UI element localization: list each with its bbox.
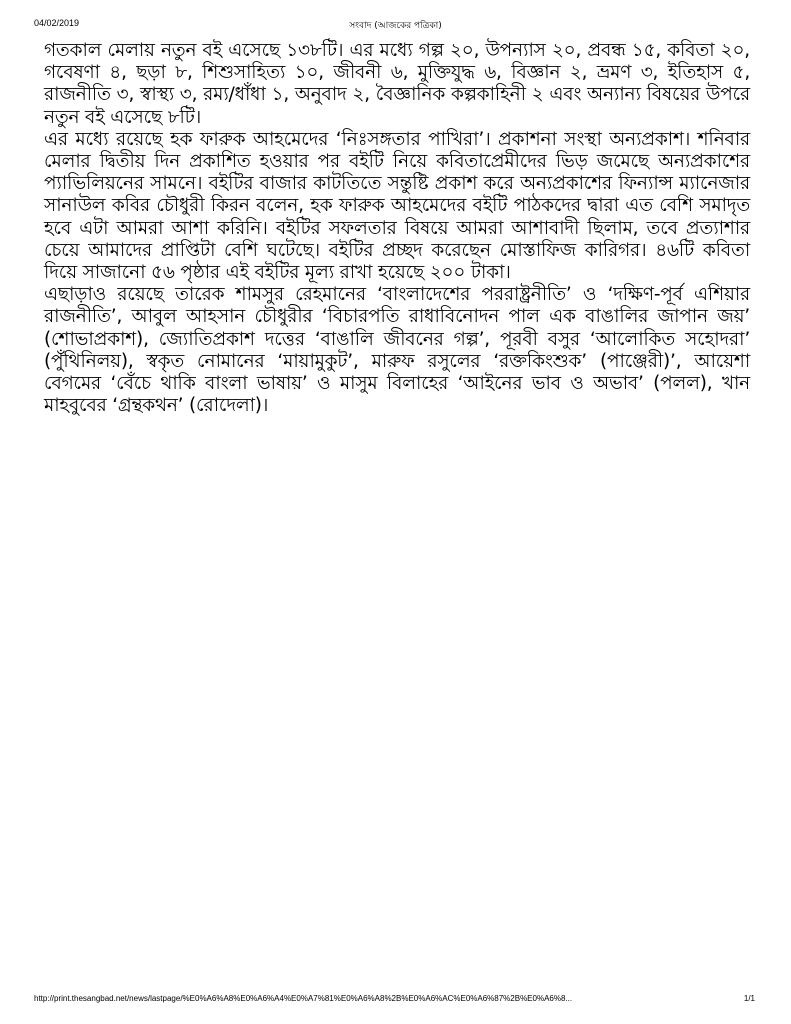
article-paragraph: এছাড়াও রয়েছে তারেক শামসুর রেহমানের ‘বাংলাদেশের পররাষ্ট্রনীতি’ ও ‘দক্ষিণ-পূর্ব এশিয়ার রাজনীতি’, আবুল আহসান চৌধুরীর ‘বিচারপতি রাধাবিনোদন পাল এক বাঙালির জাপান জয়’ (শোভাপ্রকাশ), জ্যোতিপ্রকাশ দত্তের ‘বাঙালি জীবনের গল্প’, পূরবী বসুর ‘আলোকিত সহোদরা’ (পুঁথিনিলয়), স্বকৃত নোমানের ‘মায়ামুকুট’, মারুফ রসুলের ‘রক্তকিংশুক’ (পাঞ্জেরী)’, আয়েশা বেগমের ‘বেঁচে থাকি বাংলা ভাষায়’ ও মাসুম বিলাহের ‘আইনের ভাব ও অভাব’ (পলল), খান মাহবুবের ‘গ্রন্থকথন’ (রোদেলা)। — [44, 284, 750, 417]
article-paragraph: গতকাল মেলায় নতুন বই এসেছে ১৩৮টি। এর মধ্যে গল্প ২০, উপন্যাস ২০, প্রবন্ধ ১৫, কবিতা ২০, গবেষণা ৪, ছড়া ৮, শিশুসাহিত্য ১০, জীবনী ৬, মুক্তিযুদ্ধ ৬, বিজ্ঞান ২, ভ্রমণ ৩, ইতিহাস ৫, রাজনীতি ৩, স্বাস্থ্য ৩, রম্য/ধাঁধা ১, অনুবাদ ২, বৈজ্ঞানিক কল্পকাহিনী ২ এবং অন্যান্য বিষয়ের উপরে নতুন বই এসেছে ৮টি। — [44, 40, 750, 128]
page-number: 1/1 — [743, 994, 755, 1003]
print-source-url[interactable]: http://print.thesangbad.net/news/lastpage/%E0%A6%A8%E0%A6%A4%E0%A7%81%E0%A6%A8%2B%E0%A6%AC%E0%A6%87%2B%E0%A6%8... — [34, 994, 573, 1003]
article-paragraph: এর মধ্যে রয়েছে হক ফারুক আহমেদের ‘নিঃসঙ্গতার পাখিরা’। প্রকাশনা সংস্থা অন্যপ্রকাশ। শনিবার মেলার দ্বিতীয় দিন প্রকাশিত হওয়ার পর বইটি নিয়ে কবিতাপ্রেমীদের ভিড় জমেছে অন্যপ্রকাশের প্যাভিলিয়নের সামনে। বইটির বাজার কাটতিতে সন্তুষ্টি প্রকাশ করে অন্যপ্রকাশের ফিন্যান্স ম্যানেজার সানাউল কবির চৌধুরী কিরন বলেন, হক ফারুক আহমেদের বইটি পাঠকদের দ্বারা এত বেশি সমাদৃত হবে এটা আমরা আশা করিনি। বইটির সফলতার বিষয়ে আমরা আশাবাদী ছিলাম, তবে প্রত্যাশার চেয়ে আমাদের প্রাপ্তিটা বেশি ঘটেছে। বইটির প্রচ্ছদ করেছেন মোস্তাফিজ কারিগর। ৪৬টি কবিতা দিয়ে সাজানো ৫৬ পৃষ্ঠার এই বইটির মূল্য রাখা হয়েছে ২০০ টাকা। — [44, 128, 750, 284]
article-body — [44, 40, 750, 417]
print-page-title: সংবাদ (আজকের পত্রিকা) — [349, 21, 442, 31]
print-date: 04/02/2019 — [34, 18, 80, 28]
